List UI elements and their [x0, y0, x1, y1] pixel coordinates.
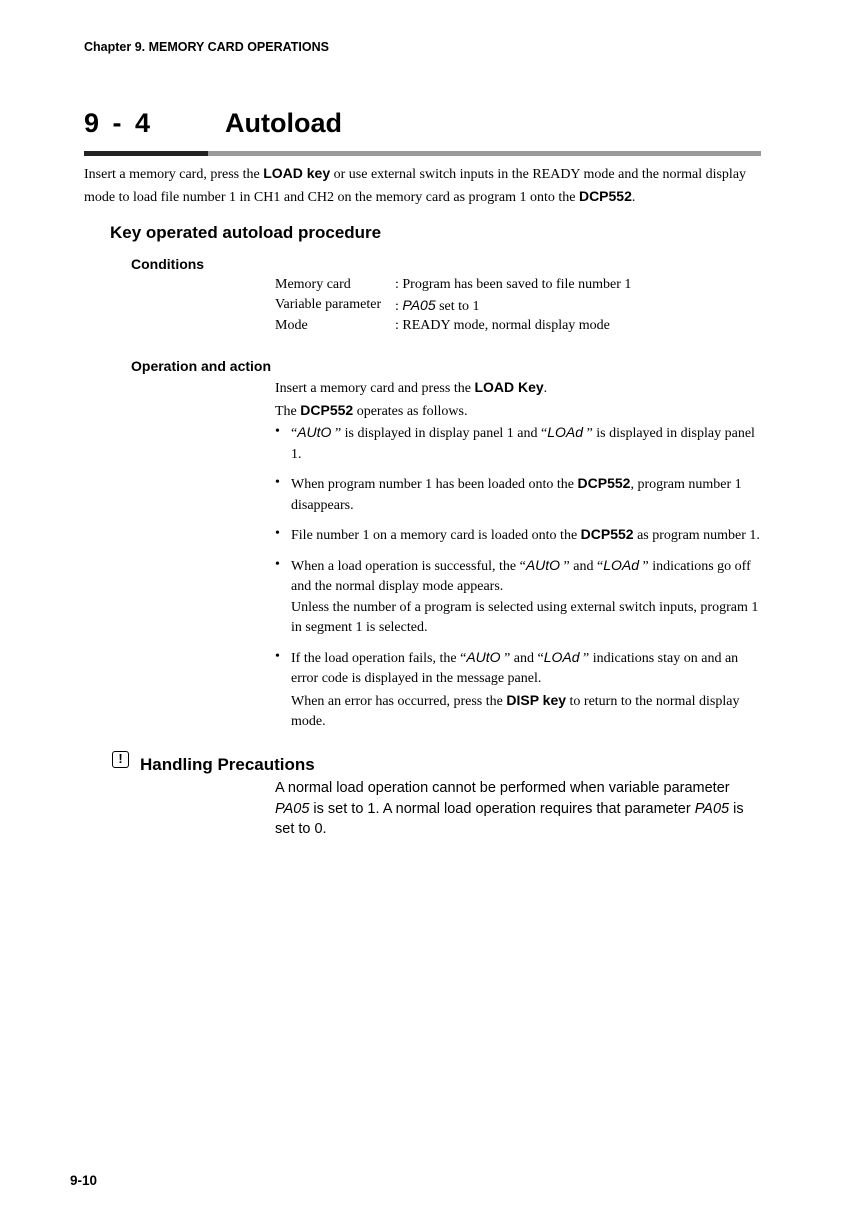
intro-paragraph	[84, 163, 764, 208]
intro-text-3: .	[631, 189, 636, 205]
dcp552-term: DCP552	[578, 187, 632, 204]
operation-heading: Operation and action	[131, 358, 272, 374]
bullet-item: • When program number 1 has been loaded onto the DCP552, program number 1 disappears.	[275, 475, 742, 513]
condition-value: : Program has been saved to file number 1	[395, 277, 632, 292]
section-title: Autoload	[225, 108, 342, 138]
condition-value: : READY mode, normal display mode	[395, 318, 610, 333]
intro-text-1: Insert a memory card, press the	[84, 167, 264, 182]
bullet-item: • If the load operation fails, the “AUtO ” and “LOAd ” indications stay on and an error code is displayed in the message panel. When an error has occurred, press the DISP key to return to the normal display mode.	[275, 648, 740, 729]
precautions-heading: Handling Precautions	[140, 755, 315, 774]
section-number: 9 - 4	[84, 108, 151, 138]
condition-value: : PA05 set to 1	[395, 297, 480, 314]
parameter-name: PA05	[275, 800, 310, 817]
dcp552-term: DCP552	[300, 401, 354, 418]
procedure-heading: Key operated autoload procedure	[110, 223, 382, 242]
bullet-item: • “AUtO ” is displayed in display panel 1 and “LOAd ” is displayed in display panel 1.	[275, 424, 755, 462]
disp-key-term: DISP key	[506, 691, 567, 708]
parameter-name: PA05	[402, 297, 436, 313]
intro-text-2: or use external switch inputs in the READY mode and the normal display mode to load file number 1 in CH1 and CH2 on the memory card as program 1 onto the	[84, 167, 747, 205]
condition-label: Mode	[275, 318, 308, 333]
caution-icon: !	[112, 751, 129, 768]
bullet-item: • File number 1 on a memory card is loaded onto the DCP552 as program number 1.	[275, 526, 760, 543]
bullet-icon: •	[275, 648, 280, 664]
bullet-icon: •	[275, 475, 280, 490]
operation-line: The DCP552 operates as follows.	[275, 401, 468, 419]
bullet-icon: •	[275, 424, 280, 439]
conditions-heading: Conditions	[131, 256, 205, 272]
condition-label: Variable parameter	[275, 297, 382, 312]
bullet-item: • When a load operation is successful, the “AUtO ” and “LOAd ” indications go off and the normal display mode appears. Unless the number of a program is selected using external switch inputs, program 1 in segment 1 is selected.	[275, 556, 759, 635]
parameter-name: PA05	[694, 800, 730, 817]
condition-label: Memory card	[275, 277, 351, 292]
load-key-term: LOAD key	[263, 165, 331, 181]
bullet-icon: •	[275, 526, 280, 541]
operation-line: Insert a memory card and press the LOAD Key.	[275, 379, 548, 396]
chapter-header: Chapter 9. MEMORY CARD OPERATIONS	[84, 40, 329, 54]
page-number: 9-10	[70, 1173, 98, 1188]
operation-steps	[275, 377, 761, 733]
bullet-icon: •	[275, 556, 280, 572]
precautions-text: A normal load operation cannot be performed when variable parameter PA05 is set to 1. A normal load operation requires that parameter PA05 is set to 0.	[275, 780, 744, 837]
title-rule-accent	[84, 151, 208, 156]
load-key-term: LOAD Key	[474, 379, 544, 395]
